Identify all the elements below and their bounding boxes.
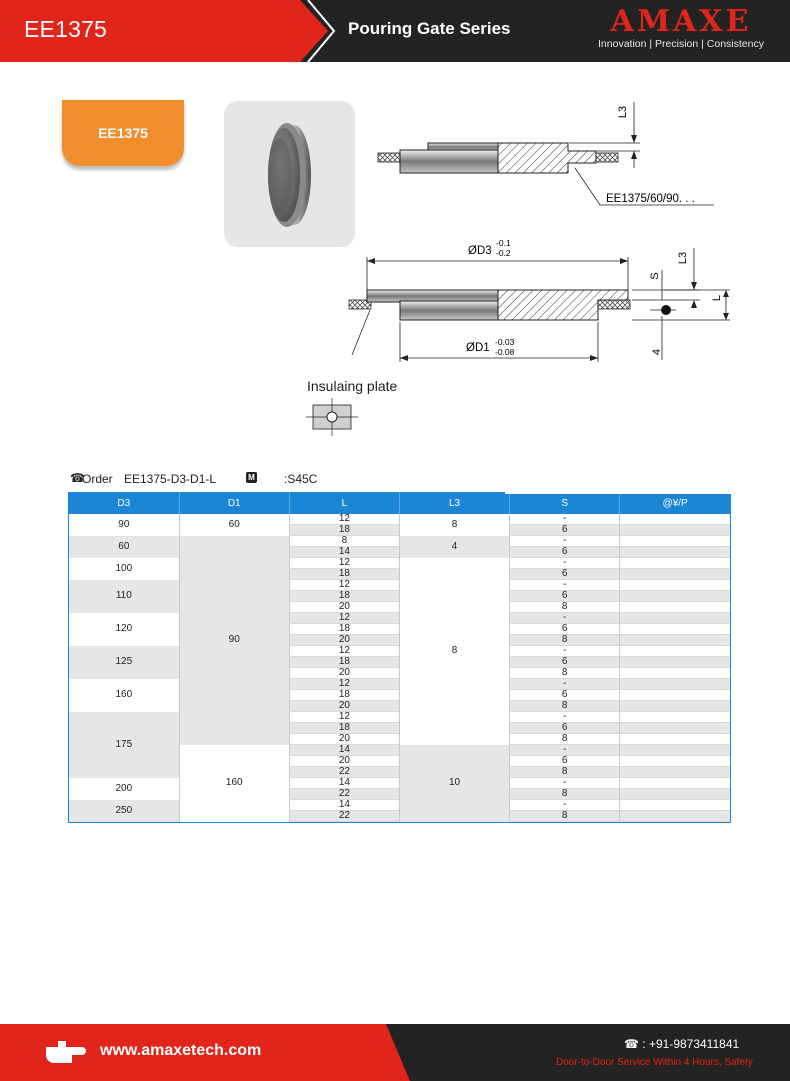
price-cell [620,536,730,547]
bottom-section-view [349,238,730,362]
d3-tolerance-upper: -0.1 [496,238,511,248]
table-row [69,558,730,569]
price-cell [620,811,730,822]
d1-cell: 90 [179,536,289,745]
l-cell: 20 [289,756,399,767]
s-cell: 8 [510,811,620,822]
l-cell: 12 [289,514,399,525]
header-chevron-divider [306,0,336,62]
price-cell [620,525,730,536]
price-cell [620,569,730,580]
four-dimension-label: 4 [651,348,663,356]
l-cell: 18 [289,690,399,701]
s-cell: 6 [510,624,620,635]
page-footer [0,1024,790,1081]
l-cell: 18 [289,525,399,536]
d3-cell: 200 [69,778,179,800]
price-cell [620,624,730,635]
l-dimension-label: L [711,294,723,302]
s-cell: 6 [510,569,620,580]
order-label: Order [82,472,113,486]
header-price: @¥/P [620,492,730,514]
s-cell: - [510,558,620,569]
l-cell: 12 [289,580,399,591]
table-row [69,536,730,547]
price-cell [620,547,730,558]
website-link[interactable]: www.amaxetech.com [100,1042,262,1059]
d1-tolerance-lower: -0.08 [495,347,515,357]
l-cell: 20 [289,701,399,712]
s-cell: - [510,613,620,624]
page-header [0,0,790,62]
product-badge-label: EE1375 [98,125,148,141]
service-note: Door-to-Door Service Within 4 Hours, Safety [556,1057,753,1068]
s-cell: 8 [510,789,620,800]
s-cell: - [510,679,620,690]
d3-cell: 110 [69,580,179,613]
l-cell: 14 [289,778,399,789]
l-cell: 12 [289,712,399,723]
price-cell [620,668,730,679]
price-cell [620,789,730,800]
l-cell: 14 [289,745,399,756]
material-icon: M [246,472,257,483]
price-cell [620,767,730,778]
s-cell: 6 [510,690,620,701]
top-section-view [378,102,714,205]
price-cell [620,690,730,701]
s-cell: 8 [510,734,620,745]
price-cell [620,558,730,569]
s-cell: - [510,778,620,789]
d1-cell: 160 [179,745,289,822]
d1-tolerance-upper: -0.03 [495,337,515,347]
l-cell: 20 [289,668,399,679]
s-cell: - [510,800,620,811]
phone-icon: ☎ [624,1037,639,1051]
l3-cell: 10 [399,745,509,822]
l-cell: 12 [289,558,399,569]
d1-dimension-label: ØD1 [466,342,490,354]
d3-cell: 125 [69,646,179,679]
l-cell: 22 [289,789,399,800]
price-cell [620,646,730,657]
phone-order-icon: ☎ [70,471,85,485]
l-cell: 12 [289,679,399,690]
s-cell: - [510,536,620,547]
s-cell: 8 [510,767,620,778]
brand-wordmark: AMAXE [610,4,752,39]
d3-dimension-label: ØD3 [468,245,492,257]
price-cell [620,591,730,602]
l3-dimension-label: L3 [677,251,689,265]
l-cell: 18 [289,657,399,668]
l-cell: 22 [289,767,399,778]
insulating-plate-label: Insulaing plate [307,378,398,394]
d3-cell: 90 [69,514,179,536]
l-cell: 22 [289,811,399,822]
d3-tolerance-lower: -0.2 [496,248,511,258]
header-d1: D1 [179,492,289,514]
l3-cell: 8 [399,514,509,536]
s-cell: - [510,646,620,657]
price-cell [620,778,730,789]
d3-cell: 100 [69,558,179,580]
d3-cell: 250 [69,800,179,822]
s-cell: 8 [510,635,620,646]
order-code: EE1375-D3-D1-L [124,472,217,486]
technical-drawing [340,90,740,380]
price-cell [620,514,730,525]
price-cell [620,723,730,734]
l-cell: 14 [289,800,399,811]
d3-cell: 60 [69,536,179,558]
product-photo [224,101,355,247]
insulating-plate-icon [300,396,364,438]
price-cell [620,602,730,613]
pointing-hand-icon [44,1037,86,1067]
price-cell [620,679,730,690]
price-cell [620,734,730,745]
price-cell [620,701,730,712]
spec-table [68,492,731,823]
l-cell: 8 [289,536,399,547]
table-header-row [69,492,730,514]
s-cell: 6 [510,723,620,734]
l-cell: 12 [289,613,399,624]
l3-cell: 8 [399,558,509,745]
price-cell [620,657,730,668]
header-s: S [510,492,620,514]
brand-logo [586,6,776,51]
table-header-notch [505,488,735,494]
s-cell: - [510,514,620,525]
phone-number [624,1037,739,1051]
l-cell: 18 [289,624,399,635]
top-l3-label: L3 [617,105,629,119]
header-d3: D3 [69,492,179,514]
price-cell [620,580,730,591]
price-cell [620,756,730,767]
d3-cell: 175 [69,712,179,778]
s-cell: 8 [510,602,620,613]
price-cell [620,635,730,646]
s-cell: - [510,745,620,756]
product-code-title: EE1375 [24,16,108,42]
l-cell: 20 [289,635,399,646]
l-cell: 12 [289,646,399,657]
s-cell: 8 [510,701,620,712]
s-cell: 6 [510,525,620,536]
header-l3: L3 [399,492,509,514]
d1-cell: 60 [179,514,289,536]
brand-tagline: Innovation | Precision | Consistency [598,38,764,50]
l-cell: 18 [289,723,399,734]
s-cell: - [510,580,620,591]
d3-cell: 120 [69,613,179,646]
s-dimension-label: S [649,272,661,280]
s-cell: 6 [510,657,620,668]
price-cell [620,800,730,811]
phone-text: : +91-9873411841 [642,1037,740,1051]
price-cell [620,613,730,624]
price-cell [620,745,730,756]
l-cell: 20 [289,734,399,745]
gate-bushing-image [224,101,355,247]
price-cell [620,712,730,723]
l-cell: 20 [289,602,399,613]
s-cell: 8 [510,668,620,679]
product-badge [62,100,184,166]
s-cell: 6 [510,547,620,558]
s-cell: 6 [510,756,620,767]
s-cell: 6 [510,591,620,602]
d3-cell: 160 [69,679,179,712]
table-row [69,514,730,525]
s-cell: - [510,712,620,723]
series-title: Pouring Gate Series [348,19,511,38]
material-value: :S45C [284,472,318,486]
callout-label: EE1375/60/90. . . [606,193,695,205]
l-cell: 14 [289,547,399,558]
header-l: L [289,492,399,514]
l-cell: 18 [289,569,399,580]
l-cell: 18 [289,591,399,602]
l3-cell: 4 [399,536,509,558]
